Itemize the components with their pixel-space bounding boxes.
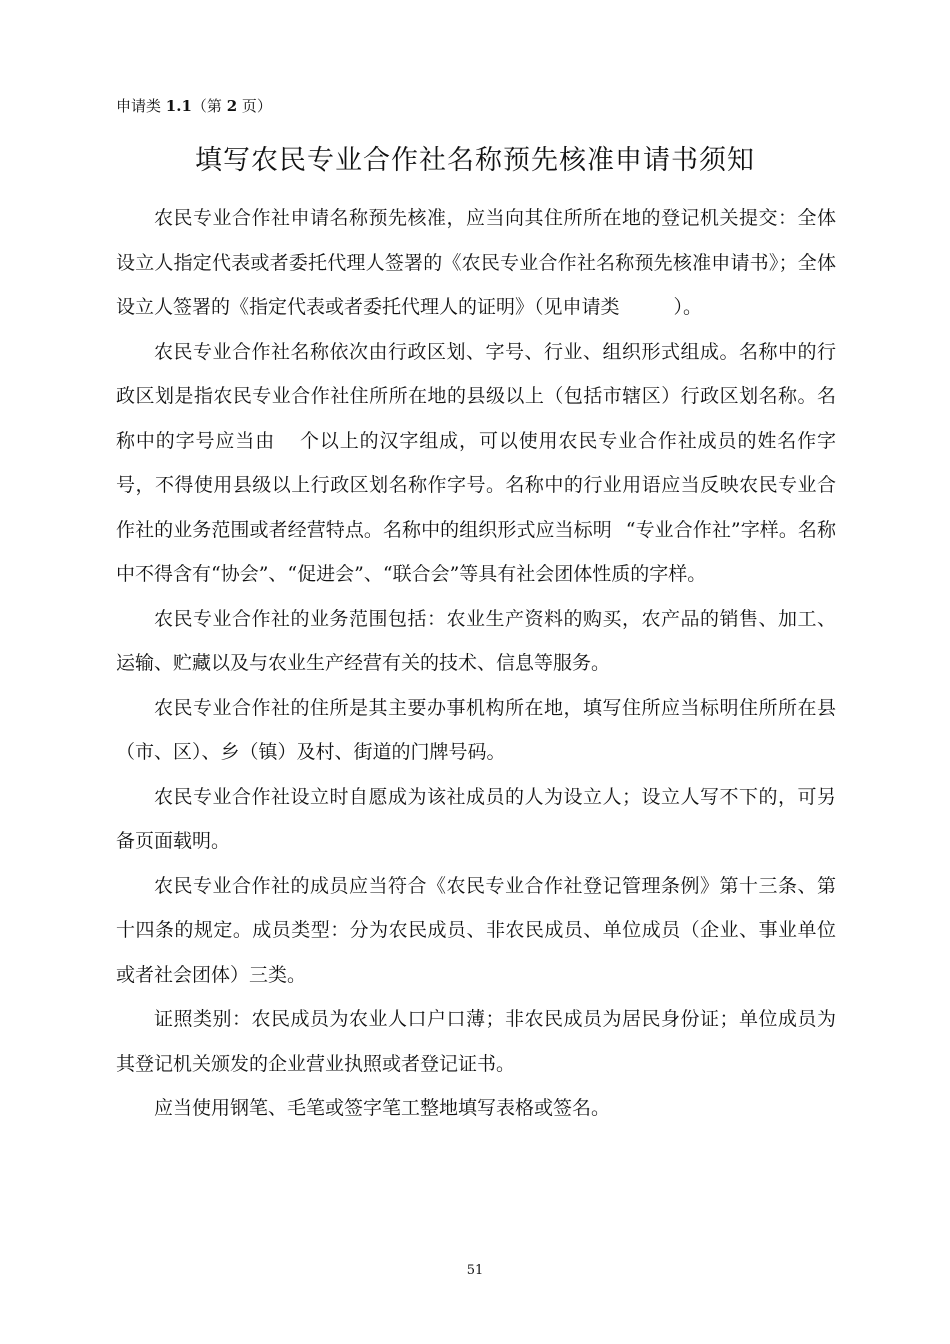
paragraph-members: 农民专业合作社的成员应当符合《农民专业合作社登记管理条例》第十三条、第十四条的规定。成员类型：分为农民成员、非农民成员、单位成员（企业、事业单位或者社会团体）三类。 [116, 874, 836, 986]
header-prefix: 申请类 [116, 97, 162, 115]
paragraph-domicile: 农民专业合作社的住所是其主要办事机构所在地，填写住所应当标明住所所在县（市、区）、乡（镇）及村、街道的门牌号码。 [116, 696, 836, 763]
page-title: 填写农民专业合作社名称预先核准申请书须知 [195, 145, 755, 176]
header-page-close: 页） [241, 97, 272, 115]
document-body [116, 196, 836, 1131]
paragraph-writing-instruction: 应当使用钢笔、毛笔或签字笔工整地填写表格或签名。 [154, 1097, 611, 1119]
paragraph-id-types: 证照类别：农民成员为农业人口户口薄；非农民成员为居民身份证；单位成员为其登记机关颁发的企业营业执照或者登记证书。 [116, 1008, 836, 1075]
paragraph-submission-text: 农民专业合作社申请名称预先核准，应当向其住所所在地的登记机关提交：全体设立人指定代表或者委托代理人签署的《农民专业合作社名称预先核准申请书》；全体设立人签署的《指定代表或者委托代理人的证明》（见申请类 [116, 207, 836, 318]
header-page-number: 2 [226, 97, 238, 115]
paragraph-submission [116, 196, 836, 330]
paragraph-business-scope: 农民专业合作社的业务范围包括：农业生产资料的购买，农产品的销售、加工、运输、贮藏以及与农业生产经营有关的技术、信息等服务。 [116, 607, 836, 674]
paragraph-name-text-b: 个以上的汉字组成，可以使用农民专业合作社成员的姓名作字号，不得使用县级以上行政区划名称作字号。名称中的行业用语应当反映农民专业合作社的业务范围或者经营特点。名称中的组织形式应当标明 [116, 429, 836, 541]
form-category-header [116, 96, 272, 116]
page-number: 51 [466, 1263, 484, 1278]
paragraph-submission-end: ）。 [673, 296, 703, 318]
paragraph-name-text-c: “专业合作社”字样。名称中不得含有“协会”、“促进会”、“联合会”等具有社会团体性质的字样。 [116, 518, 836, 585]
header-code: 1.1 [165, 97, 192, 115]
header-page-open: （第 [191, 97, 222, 115]
paragraph-name-composition [116, 330, 836, 597]
paragraph-founders: 农民专业合作社设立时自愿成为该社成员的人为设立人；设立人写不下的，可另备页面载明。 [116, 785, 836, 852]
paragraph-name-text-a: 农民专业合作社名称依次由行政区划、字号、行业、组织形式组成。名称中的行政区划是指农民专业合作社住所所在地的县级以上（包括市辖区）行政区划名称。名称中的字号应当由 [116, 340, 836, 452]
